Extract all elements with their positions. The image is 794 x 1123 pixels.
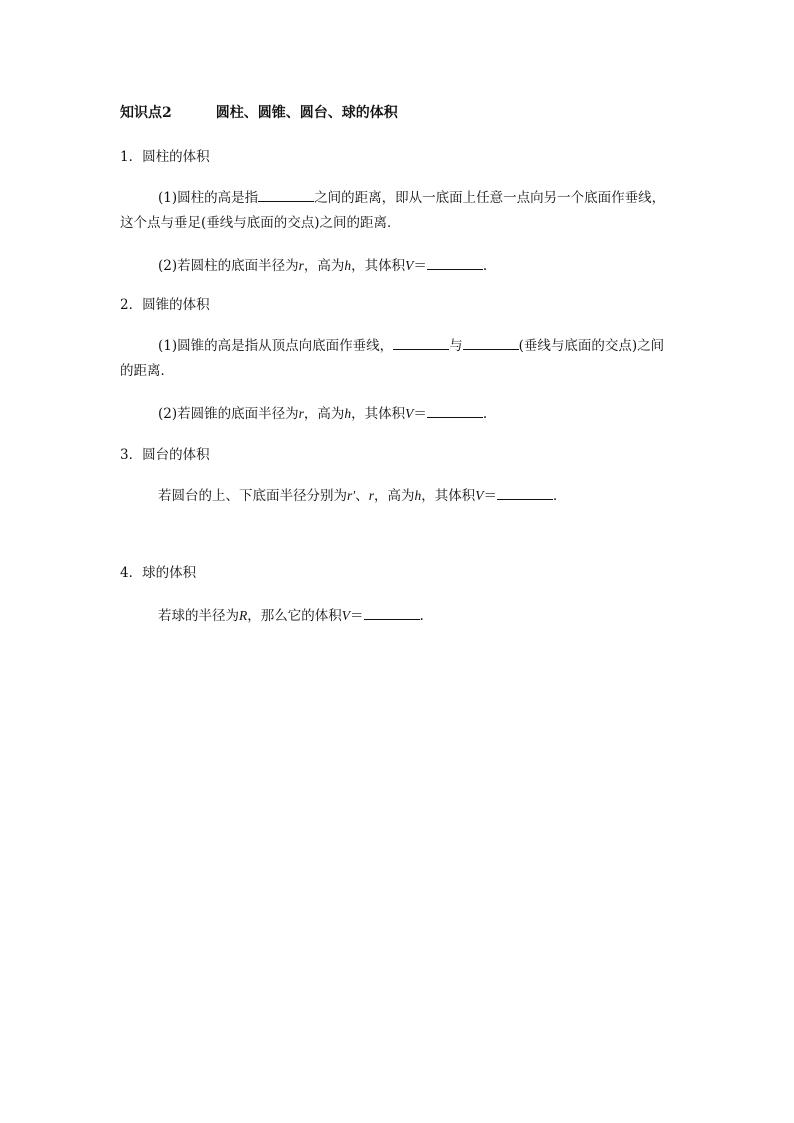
text-span: 若圆台的上、下底面半径分别为 (158, 488, 347, 504)
var-capital-r: R (239, 608, 248, 623)
text-span: (垂线与底面的交点)之间 (518, 338, 665, 354)
answer-blank (427, 256, 483, 270)
text-span: ，其体积 (421, 488, 476, 504)
answer-blank (364, 606, 420, 620)
heading-title: 圆柱、圆锥、圆台、球的体积 (215, 105, 398, 121)
text-span: ． (552, 488, 567, 504)
section-frustum-title: 3．圆台的体积 (120, 447, 210, 463)
section-cone-title: 2．圆锥的体积 (120, 297, 210, 313)
var-h: h (344, 406, 352, 421)
text-span: ，高为 (373, 488, 415, 504)
answer-blank (427, 404, 483, 418)
knowledge-point-heading (120, 104, 398, 122)
text-span: . (419, 608, 424, 624)
equals-sign: ＝ (413, 406, 427, 422)
equals-sign: ＝ (413, 258, 427, 274)
section-cylinder-title: 1．圆柱的体积 (120, 149, 210, 165)
cylinder-paragraph-1 (158, 188, 665, 207)
cone-paragraph-1-cont: 的距离． (120, 363, 174, 379)
cylinder-paragraph-2 (158, 256, 487, 275)
var-r: r (368, 488, 374, 503)
var-h: h (344, 258, 352, 273)
answer-blank (258, 188, 314, 202)
text-span: (1)圆锥的高是指从顶点向底面作垂线， (158, 338, 394, 354)
section-sphere-title: 4．球的体积 (120, 565, 197, 581)
text-span: ，其体积 (351, 258, 406, 274)
text-span: 、 (355, 488, 369, 504)
text-span: . (482, 406, 488, 422)
cone-paragraph-2 (158, 404, 487, 423)
text-span: 与 (449, 338, 463, 354)
text-span: ，那么它的体积 (247, 608, 342, 624)
var-v: V (405, 406, 414, 421)
sphere-paragraph-1 (158, 606, 424, 625)
heading-label: 知识点2 (120, 105, 172, 121)
cone-paragraph-1 (158, 336, 664, 355)
equals-sign: ＝ (350, 608, 364, 624)
var-r-prime: r′ (347, 488, 356, 503)
text-span: (2)若圆锥的底面半径为 (158, 406, 299, 422)
text-span: ，其体积 (351, 406, 406, 422)
var-v: V (341, 608, 350, 623)
text-span: 之间的距离，即从一底面上任意一点向另一个底面作垂线， (314, 190, 666, 206)
var-v: V (405, 258, 414, 273)
text-span: 若球的半径为 (158, 608, 239, 624)
text-span: (2)若圆柱的底面半径为 (158, 258, 299, 274)
var-r: r (298, 406, 304, 421)
equals-sign: ＝ (483, 488, 497, 504)
var-r: r (298, 258, 304, 273)
var-v: V (475, 488, 484, 503)
frustum-paragraph-1 (158, 486, 566, 505)
text-span: ，高为 (303, 258, 345, 274)
cylinder-paragraph-1-cont: 这个点与垂足(垂线与底面的交点)之间的距离． (120, 215, 401, 231)
answer-blank (463, 336, 519, 350)
text-span: ，高为 (303, 406, 345, 422)
text-span: (1)圆柱的高是指 (158, 190, 259, 206)
var-h: h (414, 488, 422, 503)
answer-blank (393, 336, 449, 350)
text-span: . (482, 258, 488, 274)
answer-blank (497, 486, 553, 500)
